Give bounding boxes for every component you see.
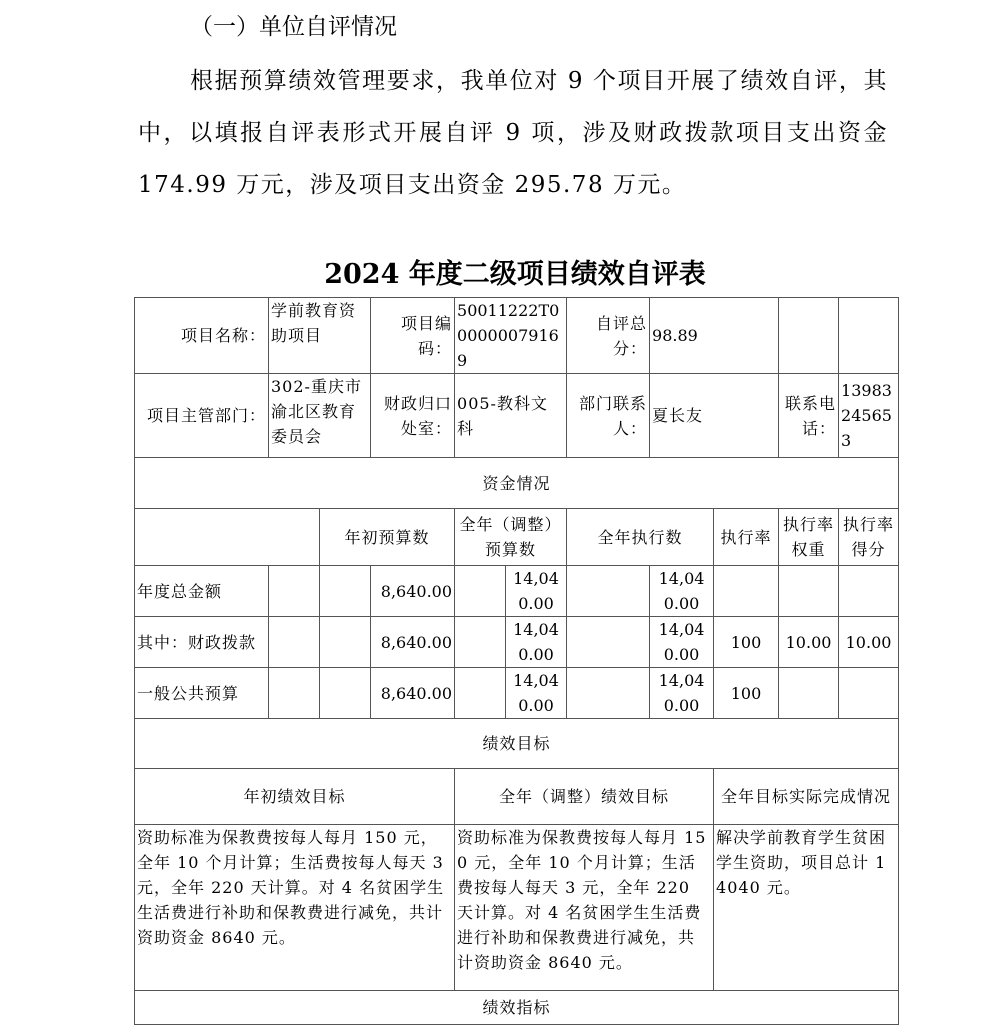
adjusted-value: 14,040.00 xyxy=(506,566,567,617)
project-name: 学前教育资助项目 xyxy=(269,298,371,374)
initial-value: 8,640.00 xyxy=(371,566,455,617)
info-row-2 xyxy=(135,374,899,458)
contact-label: 部门联系人： xyxy=(567,374,650,458)
header-weight: 执行率权重 xyxy=(779,509,839,566)
project-code-label: 项目编码： xyxy=(371,298,455,374)
table-title: 2024 年度二级项目绩效自评表 xyxy=(324,259,706,290)
targets-section-header: 绩效目标 xyxy=(135,719,899,769)
header-initial-target: 年初绩效目标 xyxy=(135,769,455,825)
score-value xyxy=(839,668,899,719)
header-rate: 执行率 xyxy=(714,509,779,566)
project-name-label: 项目名称： xyxy=(135,298,269,374)
phone: 13983245653 xyxy=(839,374,899,458)
phone-label: 联系电话： xyxy=(779,374,839,458)
score: 98.89 xyxy=(650,298,779,374)
empty-cell xyxy=(135,509,320,566)
header-executed: 全年执行数 xyxy=(567,509,714,566)
executed-value: 14,040.00 xyxy=(650,668,714,719)
contact: 夏长友 xyxy=(650,374,779,458)
row-label: 其中：财政拨款 xyxy=(135,617,269,668)
row-label: 年度总金额 xyxy=(135,566,269,617)
weight-value: 10.00 xyxy=(779,617,839,668)
executed-value: 14,040.00 xyxy=(650,566,714,617)
adjusted-value: 14,040.00 xyxy=(506,617,567,668)
header-initial: 年初预算数 xyxy=(320,509,455,566)
score-value xyxy=(839,566,899,617)
weight-value xyxy=(779,668,839,719)
finance-office: 005-教科文科 xyxy=(455,374,567,458)
evaluation-table xyxy=(134,297,899,1025)
funds-row xyxy=(135,617,899,668)
funds-section-header: 资金情况 xyxy=(135,458,899,509)
indicators-section-header: 绩效指标 xyxy=(135,991,899,1025)
adjusted-target: 资助标准为保教费按每人每月 150 元，全年 10 个月计算；生活费按每人每天 3 元，全年 220 天计算。对 4 名贫困学生生活费进行补助和保教费进行减免，共计资助资金 8640 元。 xyxy=(455,825,714,991)
executed-value: 14,040.00 xyxy=(650,617,714,668)
finance-office-label: 财政归口处室： xyxy=(371,374,455,458)
rate-value xyxy=(714,566,779,617)
initial-value: 8,640.00 xyxy=(371,668,455,719)
empty-cell xyxy=(779,298,839,374)
intro-paragraph: 根据预算绩效管理要求，我单位对 9 个项目开展了绩效自评，其中，以填报自评表形式开展自评 9 项，涉及财政拨款项目支出资金 174.99 万元，涉及项目支出资金 295.78 万元。 xyxy=(138,68,888,198)
rate-value: 100 xyxy=(714,668,779,719)
weight-value xyxy=(779,566,839,617)
score-label: 自评总分： xyxy=(567,298,650,374)
rate-value: 100 xyxy=(714,617,779,668)
dept-label: 项目主管部门： xyxy=(135,374,269,458)
initial-value: 8,640.00 xyxy=(371,617,455,668)
funds-row xyxy=(135,566,899,617)
dept: 302-重庆市渝北区教育委员会 xyxy=(269,374,371,458)
targets-row xyxy=(135,825,899,991)
adjusted-value: 14,040.00 xyxy=(506,668,567,719)
targets-header-row xyxy=(135,769,899,825)
header-adjusted-target: 全年（调整）绩效目标 xyxy=(455,769,714,825)
funds-header-row xyxy=(135,509,899,566)
info-row-1 xyxy=(135,298,899,374)
header-actual: 全年目标实际完成情况 xyxy=(714,769,899,825)
funds-row xyxy=(135,668,899,719)
section-heading: （一）单位自评情况 xyxy=(190,14,397,40)
score-value: 10.00 xyxy=(839,617,899,668)
initial-target: 资助标准为保教费按每人每月 150 元，全年 10 个月计算；生活费按每人每天 3 元，全年 220 天计算。对 4 名贫困学生生活费进行补助和保教费进行减免，共计资助资金 8640 元。 xyxy=(135,825,455,991)
row-label: 一般公共预算 xyxy=(135,668,269,719)
empty-cell xyxy=(839,298,899,374)
header-score: 执行率得分 xyxy=(839,509,899,566)
project-code: 50011222T000000079169 xyxy=(455,298,567,374)
actual-completion: 解决学前教育学生贫困学生资助，项目总计 14040 元。 xyxy=(714,825,899,991)
header-adjusted: 全年（调整）预算数 xyxy=(455,509,567,566)
